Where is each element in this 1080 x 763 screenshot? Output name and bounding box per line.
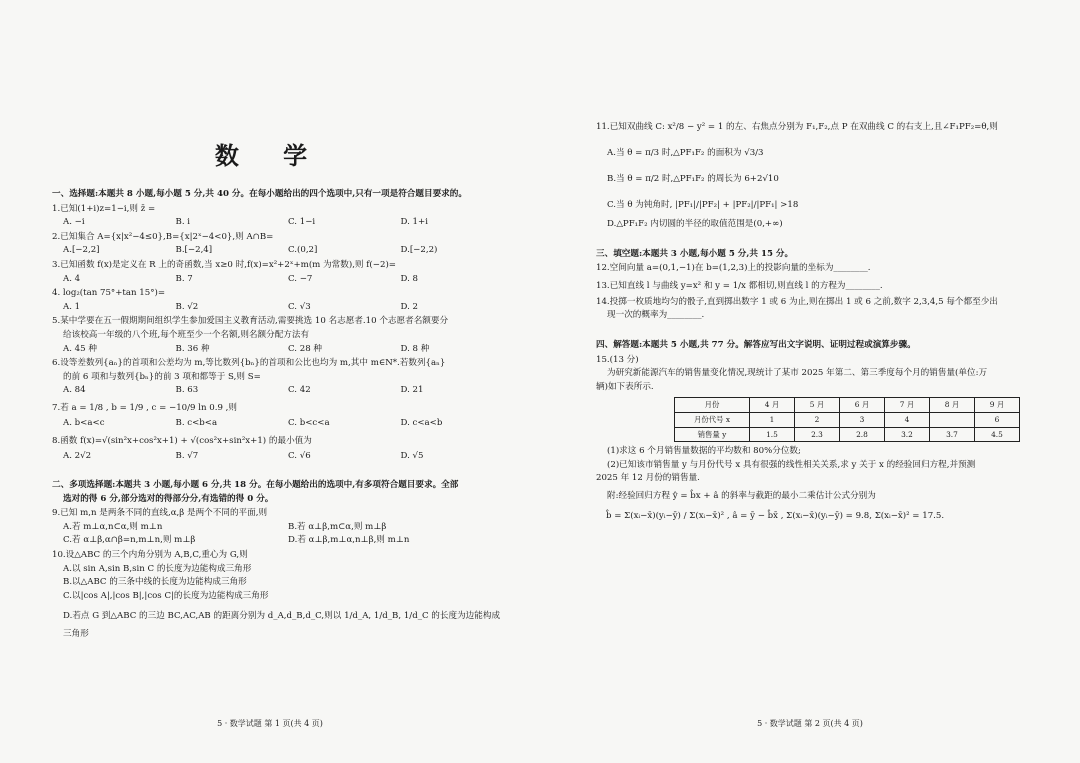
option: A. b<a<c [63, 417, 105, 428]
option: C.当 θ 为钝角时, |PF₁|/|PF₂| + |PF₂|/|PF₁| >18 [607, 200, 799, 210]
part-2: (2)已知该市销售量 y 与月份代号 x 具有很强的线性相关关系,求 y 关于 x 的经验回归方程,并预测 [607, 459, 976, 470]
options-2 [52, 244, 502, 258]
options-1 [52, 216, 502, 230]
option: D. c<a<b [400, 417, 443, 428]
option: D.若 α⊥β,m⊥α,n⊥β,则 m⊥n [288, 535, 410, 546]
option: A.以 sin A,sin B,sin C 的长度为边能构成三角形 [63, 563, 252, 574]
option: C.若 α⊥β,α∩β=n,m⊥n,则 m⊥β [63, 535, 196, 546]
page-footer: 5 · 数学试题 第 1 页(共 4 页) [217, 719, 323, 728]
table-row [675, 398, 1020, 413]
section-heading: 一、选择题:本题共 8 小题,每小题 5 分,共 40 分。在每小题给出的四个选项中,只有一项是符合题目要求的。 [52, 189, 467, 199]
option: B. √2 [175, 301, 199, 312]
exam-title: 数 学 [214, 141, 326, 170]
sales-table [674, 397, 1020, 442]
option: D.△PF₁F₂ 内切圆的半径的取值范围是(0,+∞) [607, 219, 783, 229]
option-cont: 三角形 [63, 629, 89, 640]
table-cell: 7 月 [885, 398, 930, 413]
option: A. 45 种 [63, 343, 97, 354]
question-4: 4. log₂(tan 75°+tan 15°)= [52, 288, 166, 299]
option: A.若 m⊥α,n⊂α,则 m⊥n [63, 521, 163, 532]
option: D. √5 [400, 450, 424, 461]
table-cell: 5 月 [795, 398, 840, 413]
table-cell: 8 月 [930, 398, 975, 413]
option: C. 42 [288, 385, 311, 396]
option: B.当 θ = π/2 时,△PF₁F₂ 的周长为 6+2√10 [607, 174, 779, 184]
option: B. c<b<a [175, 417, 218, 428]
regression-formula: b̂ = Σ(xᵢ−x̄)(yᵢ−ȳ) / Σ(xᵢ−x̄)² , â = ȳ − b̂x̄ , Σ(xᵢ−x̄)(yᵢ−ȳ) = 9.8, Σ(xᵢ−x̄)² = 17.5. [606, 510, 945, 521]
table-cell [930, 412, 975, 427]
question-1: 1.已知(1+i)z=1−i,则 z̄ = [52, 203, 156, 214]
question-5-cont: 给该校高一年级的八个班,每个班至少一个名额,则名额分配方法有 [63, 329, 310, 340]
option: C.以|cos A|,|cos B|,|cos C|的长度为边能构成三角形 [63, 590, 269, 601]
table-cell: 1 [750, 412, 795, 427]
table-cell: 3 [840, 412, 885, 427]
option: C. 1−i [288, 217, 316, 228]
right-column [596, 117, 1036, 523]
table-cell: 2.8 [840, 427, 885, 442]
options-3 [52, 273, 502, 287]
options-4 [52, 301, 502, 315]
table-cell: 9 月 [975, 398, 1020, 413]
option: B. i [175, 217, 191, 228]
options-9-row1 [52, 521, 502, 535]
section-heading: 二、多项选择题:本题共 3 小题,每小题 6 分,共 18 分。在每小题给出的选项中,有多项符合题目要求。全部 [52, 480, 459, 491]
table-cell: 2.3 [795, 427, 840, 442]
option: C.(0,2] [288, 245, 318, 256]
option: A. −i [63, 217, 85, 228]
question-6-cont: 的前 6 项和与数列{bₙ}的前 3 项和都等于 S,则 S= [63, 371, 261, 382]
table-cell: 销售量 y [675, 427, 750, 442]
options-7 [52, 417, 502, 431]
question-15-intro: 为研究新能源汽车的销售量变化情况,现统计了某市 2025 年第二、第三季度每个月的销售量(单位:万 [607, 368, 988, 379]
option: A. 1 [63, 301, 81, 312]
table-cell: 月份代号 x [675, 412, 750, 427]
table-cell: 4 月 [750, 398, 795, 413]
section-heading-cont: 选对的得 6 分,部分选对的得部分分,有选错的得 0 分。 [63, 493, 274, 504]
table-cell: 2 [795, 412, 840, 427]
page-footer: 5 · 数学试题 第 2 页(共 4 页) [757, 719, 863, 728]
option: B.以△ABC 的三条中线的长度为边能构成三角形 [63, 577, 247, 588]
option: B.[−2,4] [175, 245, 213, 256]
question-12: 12.空间向量 a=(0,1,−1)在 b=(1,2,3)上的投影向量的坐标为________. [596, 263, 871, 274]
option: B. 63 [175, 385, 199, 396]
table-cell: 4.5 [975, 427, 1020, 442]
question-15-intro-cont: 辆)如下表所示. [596, 381, 654, 392]
table-cell: 3.2 [885, 427, 930, 442]
table-cell: 6 [975, 412, 1020, 427]
option: D. 8 种 [400, 343, 430, 354]
question-14: 14.投掷一枚质地均匀的骰子,直到掷出数字 1 或 6 为止,则在掷出 1 或 6 之前,数字 2,3,4,5 每个都至少出 [596, 296, 998, 307]
option: D.若点 G 到△ABC 的三边 BC,AC,AB 的距离分别为 d_A,d_B,d_C,则以 1/d_A, 1/d_B, 1/d_C 的长度为边能构成 [63, 611, 501, 622]
option: A. 84 [63, 385, 86, 396]
options-6 [52, 384, 502, 398]
question-7: 7.若 a = 1/8 , b = 1/9 , c = −10/9 ln 0.9 ,则 [52, 402, 237, 413]
table-cell: 1.5 [750, 427, 795, 442]
option: C. √6 [288, 450, 311, 461]
option: A.[−2,2] [63, 245, 100, 256]
question-13: 13.已知直线 l 与曲线 y=x² 和 y = 1/x 都相切,则直线 l 的方程为________. [596, 280, 883, 291]
option: B. 7 [175, 273, 193, 284]
table-cell: 4 [885, 412, 930, 427]
table-cell: 3.7 [930, 427, 975, 442]
appendix-note: 附:经验回归方程 ŷ = b̂x + â 的斜率与截距的最小二乘估计公式分别为 [607, 490, 876, 501]
question-3: 3.已知函数 f(x)是定义在 R 上的奇函数,当 x≥0 时,f(x)=x²+2ˣ+m(m 为常数),则 f(−2)= [52, 259, 397, 270]
question-10: 10.设△ABC 的三个内角分别为 A,B,C,重心为 G,则 [52, 550, 248, 561]
options-8 [52, 450, 502, 464]
option: A. 2√2 [63, 450, 92, 461]
option: D. 8 [400, 273, 419, 284]
question-2: 2.已知集合 A={x|x²−4≤0},B={x|2ˣ−4<0},则 A∩B= [52, 231, 274, 242]
table-cell: 月份 [675, 398, 750, 413]
left-column [52, 188, 502, 642]
option: B. 36 种 [175, 343, 210, 354]
question-15-head: 15.(13 分) [596, 354, 639, 365]
option: C. b<c<a [288, 417, 330, 428]
table-row [675, 427, 1020, 442]
table-row [675, 412, 1020, 427]
option: A.当 θ = π/3 时,△PF₁F₂ 的面积为 √3/3 [607, 148, 764, 158]
option: C. 28 种 [288, 343, 322, 354]
option: C. −7 [288, 273, 313, 284]
question-6: 6.设等差数列{aₙ}的首项和公差均为 m,等比数列{bₙ}的首项和公比也均为 m,其中 m∈N*.若数列{aₙ} [52, 358, 446, 369]
option: A. 4 [63, 273, 81, 284]
section-heading: 四、解答题:本题共 5 小题,共 77 分。解答应写出文字说明、证明过程或演算步骤。 [596, 339, 916, 350]
option: B.若 α⊥β,m⊂α,则 m⊥β [288, 521, 387, 532]
option: C. √3 [288, 301, 311, 312]
options-5 [52, 343, 502, 357]
option: D. 2 [400, 301, 419, 312]
page-right [540, 0, 1080, 763]
table-cell: 6 月 [840, 398, 885, 413]
option: D. 1+i [400, 217, 428, 228]
question-14-cont: 现一次的概率为________. [607, 310, 705, 321]
question-9: 9.已知 m,n 是两条不同的直线,α,β 是两个不同的平面,则 [52, 508, 268, 519]
question-8: 8.函数 f(x)=√(sin²x+cos²x+1) + √(cos²x+sin²x+1) 的最小值为 [52, 435, 312, 446]
option: B. √7 [175, 450, 199, 461]
question-11: 11.已知双曲线 C: x²/8 − y² = 1 的左、右焦点分别为 F₁,F₂,点 P 在双曲线 C 的右支上,且∠F₁PF₂=θ,则 [596, 122, 998, 132]
section-heading: 三、填空题:本题共 3 小题,每小题 5 分,共 15 分。 [596, 248, 794, 259]
part-1: (1)求这 6 个月销售量数据的平均数和 80%分位数; [607, 446, 801, 457]
part-2-cont: 2025 年 12 月份的销售量. [596, 473, 700, 484]
question-5: 5.某中学要在五一假期期间组织学生参加爱国主义教育活动,需要挑选 10 名志愿者.10 个志愿者名额要分 [52, 316, 449, 327]
option: D.[−2,2) [400, 245, 438, 256]
option: D. 21 [400, 385, 424, 396]
options-9-row2 [52, 534, 502, 548]
